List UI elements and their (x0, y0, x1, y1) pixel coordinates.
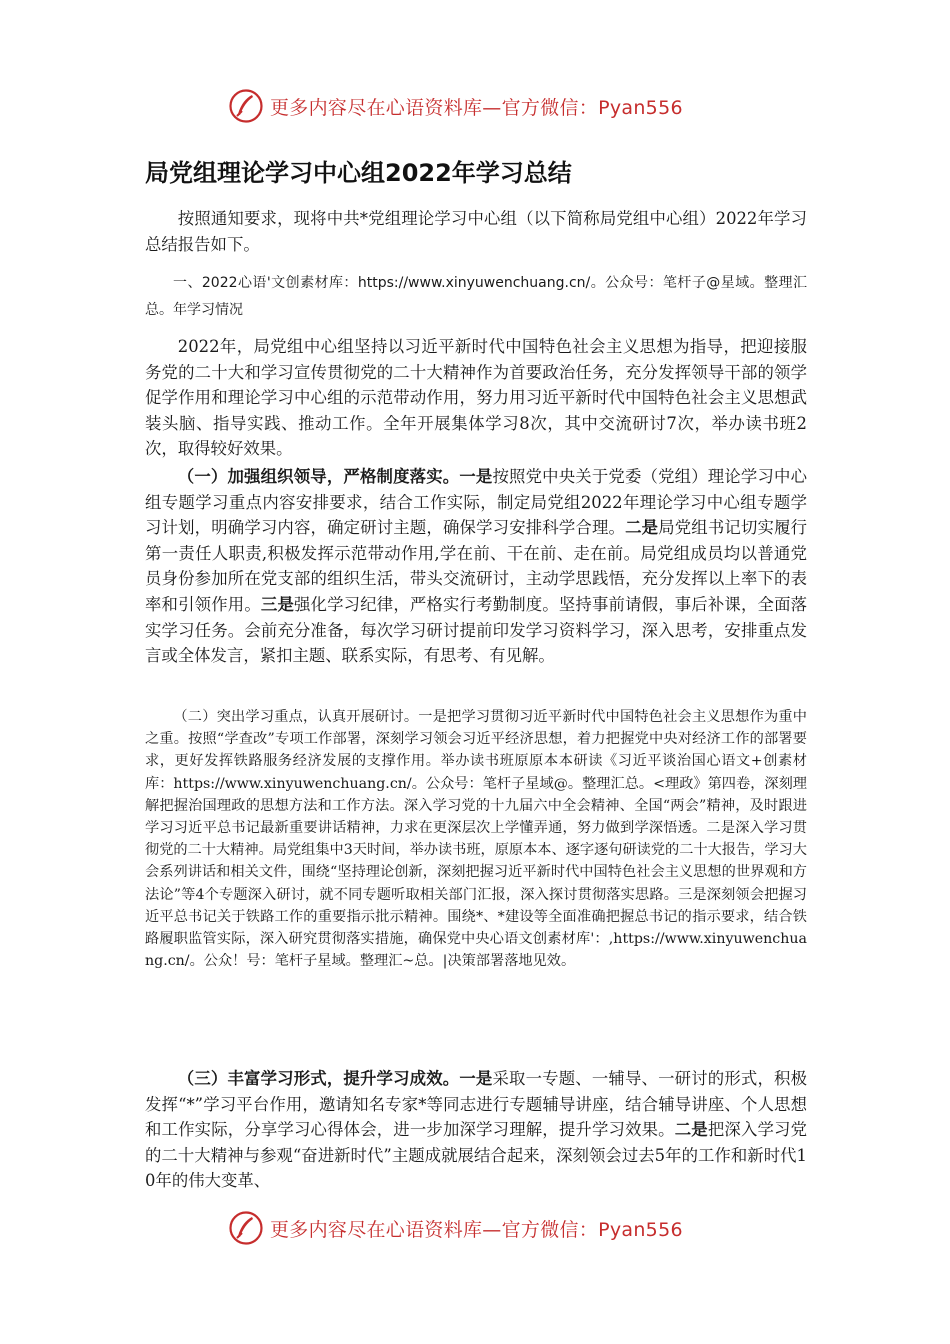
paragraph-intro (145, 206, 807, 257)
point-marker: 一是 (459, 1069, 493, 1088)
point-text: 把深入学习党的二十大精神与参观“奋进新时代”主题成就展结合起来，深刻领会过去5年的工作和新时代10年的伟大变革、 (145, 1120, 808, 1191)
point-text: 局党组书记切实履行第一责任人职责,积极发挥示范带动作用,学在前、干在前、走在前。局党组成员均以普通党员身份参加所在党支部的组织生活，带头交流研讨，主动学思践悟，充分发挥以上率下的表率和引领作用。 (145, 518, 808, 614)
paragraph-subsection-two (145, 706, 807, 972)
paragraph-subsection-one (145, 464, 807, 669)
paragraph-text (145, 464, 807, 669)
paragraph-text: 按照通知要求，现将中共*党组理论学习中心组（以下简称局党组中心组）2022年学习总结报告如下。 (145, 209, 807, 254)
point-marker: 三是 (260, 594, 294, 614)
point-marker: 二是 (674, 1120, 708, 1140)
footer-banner (228, 1208, 748, 1248)
subsection-heading: （三）丰富学习形式，提升学习成效。 (177, 1069, 460, 1088)
point-marker: 一是 (459, 467, 493, 486)
paragraph-overview (145, 334, 807, 462)
point-marker: 二是 (625, 518, 659, 538)
page-title: 局党组理论学习中心组2022年学习总结 (145, 159, 572, 187)
point-text: 按照党中央关于党委（党组）理论学习中心组专题学习重点内容安排要求，结合工作实际，制定局党组2022年理论学习中心组专题学习计划，明确学习内容，确定研讨主题，确保学习安排科学合理。 (145, 467, 807, 538)
point-text: 采取一专题、一辅导、一研讨的形式，积极发挥“*”学习平台作用，邀请知名专家*等同志进行专题辅导讲座，结合辅导讲座、个人思想和工作实际，分享学习心得体会，进一步加深学习理解，提升学习效果。 (145, 1069, 807, 1140)
paragraph-subsection-three (145, 1066, 807, 1194)
banner-text: 更多内容尽在心语资料库—官方微信：Pyan556 (270, 96, 683, 119)
paragraph-section-one-heading (145, 270, 807, 324)
paragraph-text: （二）突出学习重点，认真开展研讨。一是把学习贯彻习近平新时代中国特色社会主义思想作为重中之重。按照“学查改”专项工作部署，深刻学习领会习近平经济思想，着力把握党中央对经济工作的部署要求，更好发挥铁路服务经济发展的支撑作用。举办读书班原原本本研读《习近平谈治国心语文+创素材库：https://www.xinyuwenchuang.cn/。公众号：笔杆子星域@。整理汇总。<理政》第四卷，深刻理解把握治国理政的思想方法和工作方法。深入学习党的十九届六中全会精神、全国“两会”精神，及时跟进学习习近平总书记最新重要讲话精神，力求在更深层次上学懂弄通，努力做到学深悟透。二是深入学习贯彻党的二十大精神。局党组集中3天时间，举办读书班，原原本本、逐字逐句研读党的二十大报告，学习大会系列讲话和相关文件，围绕“坚持理论创新，深刻把握习近平新时代中国特色社会主义思想的世界观和方法论”等4个专题深入研讨，就不同专题听取相关部门汇报，深入探讨贯彻落实思路。三是深刻领会把握习近平总书记关于铁路工作的重要指示批示精神。围绕*、*建设等全面准确把握总书记的指示要求，结合铁路履职监管实际，深入研究贯彻落实措施，确保党中央心语文创素材库'：,https://www.xinyuwenchuang.cn/。公众！号：笔杆子星域。整理汇~总。|决策部署落地见效。 (145, 709, 807, 970)
quill-pen-icon (228, 1210, 264, 1246)
paragraph-text: 一、2022心语'文创素材库：https://www.xinyuwenchuang.cn/。公众号：笔杆子@星域。整理汇总。年学习情况 (145, 275, 807, 318)
quill-pen-icon (228, 88, 264, 124)
paragraph-text: 2022年，局党组中心组坚持以习近平新时代中国特色社会主义思想为指导，把迎接服务党的二十大和学习宣传贯彻党的二十大精神作为首要政治任务，充分发挥领导干部的领学促学作用和理论学习中心组的示范带动作用，努力用习近平新时代中国特色社会主义思想武装头脑、指导实践、推动工作。全年开展集体学习8次，其中交流研讨7次，举办读书班2次，取得较好效果。 (145, 337, 807, 459)
paragraph-text (145, 1066, 807, 1194)
subsection-heading: （一）加强组织领导，严格制度落实。 (177, 467, 460, 486)
header-banner (228, 86, 748, 126)
point-text: 强化学习纪律，严格实行考勤制度。坚持事前请假，事后补课，全面落实学习任务。会前充分准备，每次学习研讨提前印发学习资料学习，深入思考，安排重点发言或全体发言，紧扣主题、联系实际，有思考、有见解。 (145, 594, 808, 666)
banner-text: 更多内容尽在心语资料库—官方微信：Pyan556 (270, 1218, 683, 1241)
